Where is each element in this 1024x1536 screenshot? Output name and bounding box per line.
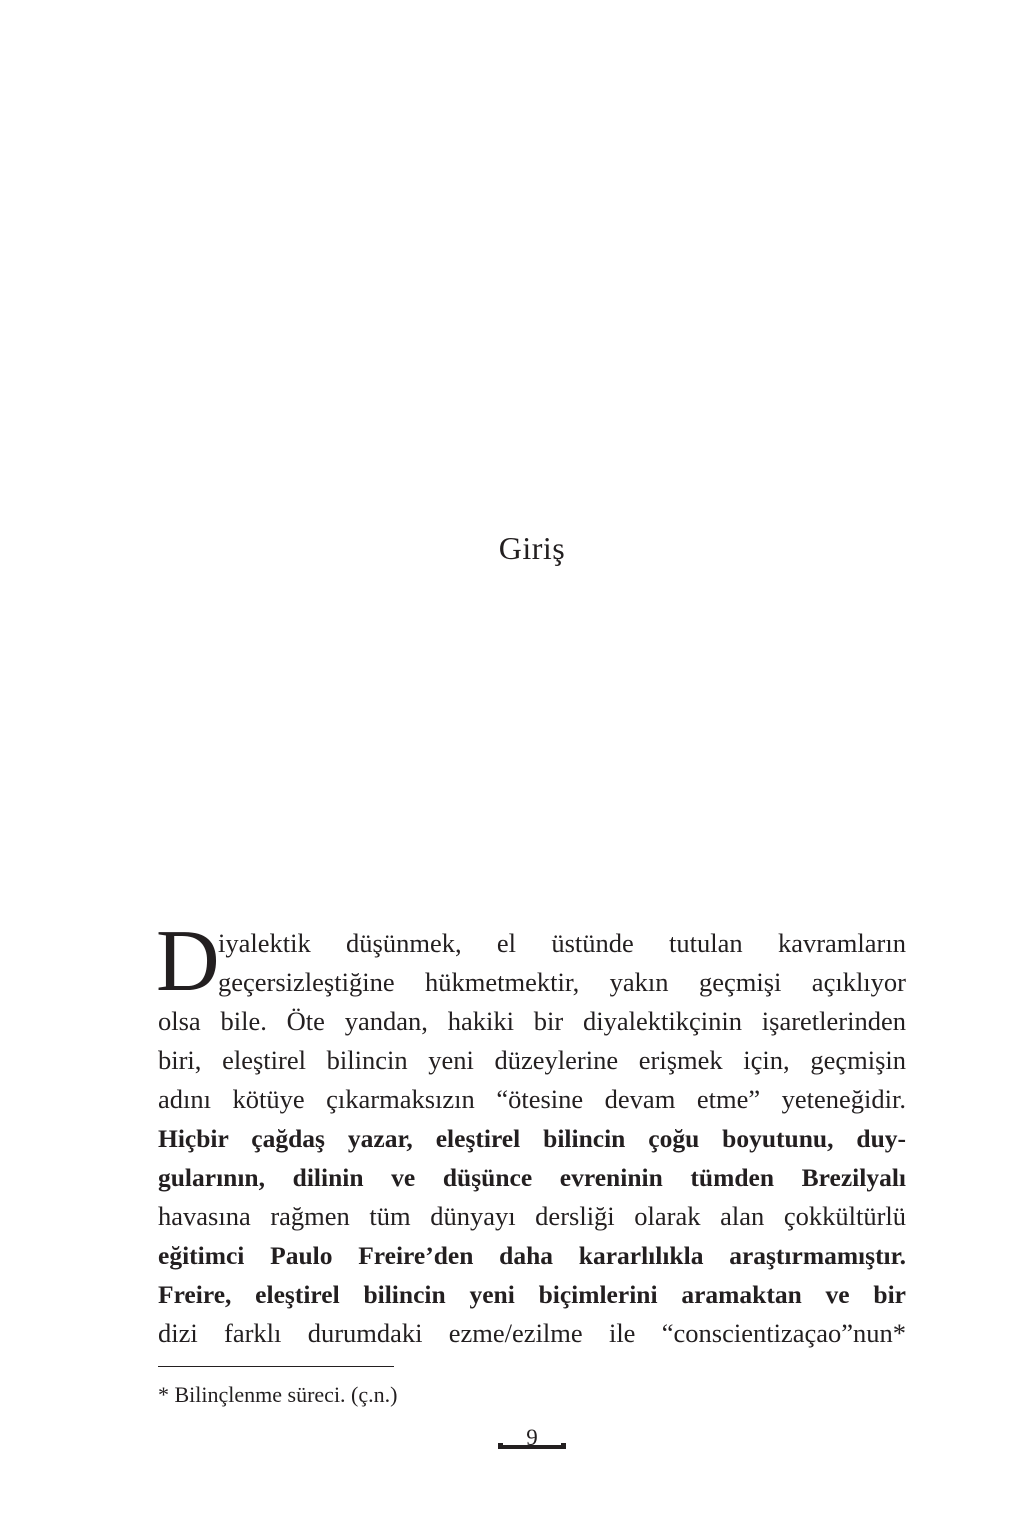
text-line-4: biri, eleştirel bilincin yeni düzeylerine erişmek için, geçmişin bbox=[158, 1045, 906, 1075]
page-number: 9 bbox=[526, 1425, 538, 1450]
footnote: * Bilinçlenme süreci. (ç.n.) bbox=[158, 1382, 398, 1407]
chapter-title: Giriş bbox=[498, 530, 566, 566]
text-line-10: Freire, eleştirel bilincin yeni biçimlerini aramaktan ve bir bbox=[158, 1280, 906, 1309]
text-line-5: adını kötüye çıkarmaksızın “ötesine devam etme” yeteneğidir. bbox=[158, 1084, 906, 1114]
body-text bbox=[156, 913, 906, 1353]
text-line-11: dizi farklı durumdaki ezme/ezilme ile “conscientizaçao”nun* bbox=[158, 1318, 906, 1348]
drop-cap: D bbox=[156, 913, 220, 1010]
text-line-3: olsa bile. Öte yandan, hakiki bir diyalektikçinin işaretlerinden bbox=[158, 1006, 906, 1036]
footnote-divider bbox=[158, 1366, 394, 1367]
text-line-7: gularının, dilinin ve düşünce evreninin tümden Brezilyalı bbox=[158, 1163, 906, 1192]
text-line-9: eğitimci Paulo Freire’den daha kararlılıkla araştırmamıştır. bbox=[158, 1241, 906, 1270]
text-line-1: iyalektik düşünmek, el üstünde tutulan kavramların bbox=[218, 928, 906, 958]
text-line-6: Hiçbir çağdaş yazar, eleştirel bilincin çoğu boyutunu, duy- bbox=[158, 1124, 906, 1153]
text-line-2: geçersizleştiğine hükmetmektir, yakın geçmişi açıklıyor bbox=[218, 967, 906, 997]
text-line-8: havasına rağmen tüm dünyayı dersliği olarak alan çokkültürlü bbox=[158, 1201, 906, 1231]
page-number-bracket bbox=[498, 1443, 566, 1449]
